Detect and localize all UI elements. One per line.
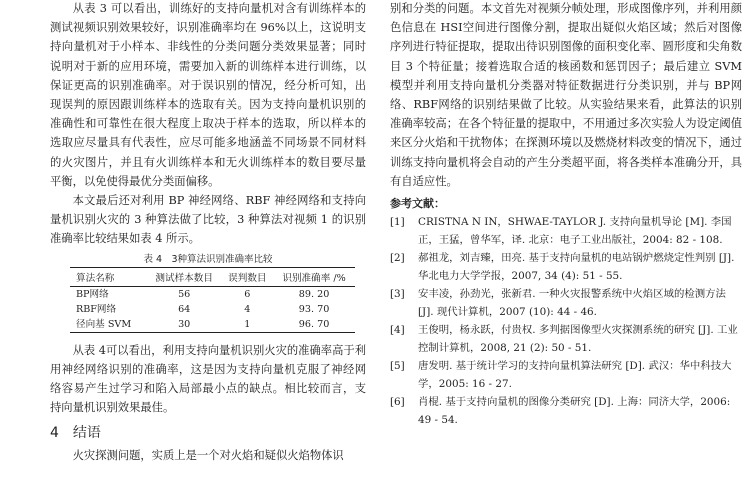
- reference-text: 唐发明. 基于统计学习的支持向量机算法研究 [D]. 武汉：华中科技大学，2005: 16 - 27.: [418, 360, 732, 391]
- reference-text: 安丰凌，孙劲光，张新君. 一种火灾报警系统中火焰区域的检测方法 [J]. 现代计算机，2007 (10): 44 - 46.: [418, 288, 726, 319]
- table-cell: 4: [244, 303, 251, 315]
- right-paragraph-1: 别和分类的问题。本文首先对视频分帧处理，形成图像序列，并利用颜色信息在 HSI空间进行图像分割，提取出疑似火焰区域；然后对图像序列进行特征提取，提取出待识别图像的面积变化率、圆形度和尖角数目 3 个特征量；接着选取合适的核函数和惩罚因子；最后建立 SVM 模型并利用支持向量机分类器对特征数据进行分类识别，并与 BP网络、RBF网络的识别结果做了比较。从实验结果来看，此算法的识别准确率较高；在各个特征量的提取中，不用通过多次实验人为设定阈值来区分火焰和干扰物体；在探测环境以及燃烧材料改变的情况下，通过训练支持向量机将会自动的产生分类超平面，将各类样本准确分开，具有自适应性。: [390, 2, 742, 188]
- reference-item: [390, 213, 742, 249]
- right-column: [390, 0, 742, 429]
- reference-text: CRISTNA N IN，SHWAE-TAYLOR J. 支持向量机导论 [M]. 李国正，王猛，曾华军，译. 北京：电子工业出版社，2004: 82 - 108.: [418, 216, 732, 247]
- table-cell: 89. 20: [298, 288, 330, 300]
- reference-item: [390, 357, 742, 393]
- section-heading: [50, 422, 366, 442]
- table-cell: BP网络: [76, 288, 109, 300]
- table-cell: 径向基 SVM: [70, 317, 147, 333]
- table-cell: RBF网络: [76, 303, 117, 315]
- table-row: [70, 286, 355, 302]
- table-header: 识别准确率 /%: [273, 267, 355, 286]
- left-column: [50, 0, 366, 466]
- reference-text: 肖棍. 基于支持向量机的图像分类研究 [D]. 上海：同济大学，2006: 49 - 54.: [418, 396, 731, 427]
- table-cell: 6: [244, 288, 251, 300]
- reference-number: [3]: [390, 288, 405, 301]
- table-header-row: [70, 267, 355, 286]
- left-paragraph-4: 火灾探测问题，实质上是一个对火焰和疑似火焰物体识: [72, 449, 344, 463]
- section-number: 4: [50, 425, 59, 442]
- table-row: [70, 317, 355, 333]
- left-paragraph-1: 从表 3 可以看出，训练好的支持向量机对含有训练样本的测试视频识别效果较好，识别准确率均在 96%以上，这说明支持向量机对于小样本、非线性的分类问题分类效果显著；同时说明对于新的应用环境，需要加入新的训练样本进行训练，以保证更高的识别准确率。对于误识别的情况，经分析可知，出现误判的原因跟训练样本的选取有关。因为支持向量机识别的准确性和可靠性在很大程度上取决于样本的选取，所以样本的选取应尽量具有代表性，应尽可能多地涵盖不同场景不同材料的火灾图片，并且有火训练样本和无火训练样本的数目要尽量平衡，以免使得最优分类面偏移。: [50, 2, 366, 188]
- reference-number: [5]: [390, 360, 405, 373]
- reference-item: [390, 393, 742, 429]
- reference-number: [2]: [390, 252, 405, 265]
- reference-text: 郝祖龙，刘吉臻，田亮. 基于支持向量机的电站锅炉燃烧定性判别 [J]. 华北电力大学学报，2007, 34 (4): 51 - 55.: [418, 252, 735, 283]
- reference-item: [390, 285, 742, 321]
- table-row: [70, 302, 355, 317]
- section-title: 结语: [72, 425, 101, 442]
- table-header: 测试样本数目: [147, 267, 222, 286]
- reference-number: [4]: [390, 324, 405, 337]
- table-header: 误判数目: [222, 267, 274, 286]
- reference-number: [6]: [390, 396, 405, 409]
- table-cell: 96. 70: [273, 317, 355, 333]
- table-cell: 1: [222, 317, 274, 333]
- reference-item: [390, 321, 742, 357]
- table-header: 算法名称: [70, 267, 147, 286]
- reference-item: [390, 249, 742, 285]
- references-heading: 参考文献：: [390, 197, 445, 211]
- accuracy-table: [70, 267, 355, 333]
- left-paragraph-2: 本文最后还对利用 BP 神经网络、RBF 神经网络和支持向量机识别火灾的 3 种算法做了比较，3 种算法对视频 1 的识别准确率比较结果如表 4 所示。: [50, 194, 366, 246]
- reference-number: [1]: [390, 216, 405, 229]
- table-cell: 93. 70: [298, 303, 330, 315]
- left-paragraph-3: 从表 4可以看出，利用支持向量机识别火灾的准确率高于利用神经网络识别的准确率，这是因为支持向量机克服了神经网络容易产生过学习和陷入局部最小点的缺点。相比较而言，支持向量机识别效果最佳。: [50, 343, 366, 415]
- table-caption: 表 4 3种算法识别准确率比较: [143, 253, 273, 265]
- table-cell: 30: [147, 317, 222, 333]
- table-cell: 64: [178, 303, 191, 315]
- reference-text: 王俊明，杨永跃，付贵权. 多判据图像型火灾探测系统的研究 [J]. 工业控制计算机，2008, 21 (2): 50 - 51.: [418, 324, 738, 355]
- table-cell: 56: [178, 288, 191, 300]
